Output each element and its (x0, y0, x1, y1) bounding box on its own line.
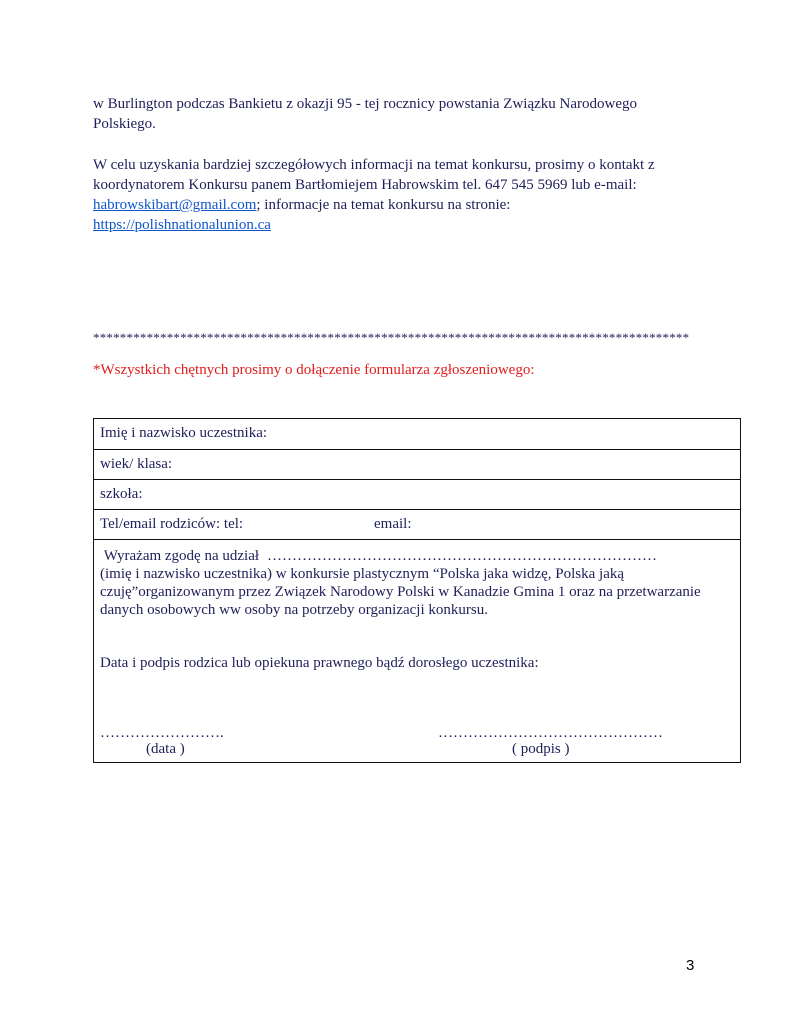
name-label: Imię i nazwisko uczestnika: (100, 425, 268, 441)
form-row-contact (94, 510, 740, 540)
intro-paragraph: w Burlington podczas Bankietu z okazji 95 - tej rocznicy powstania Związku Narodowego Polskiego. (93, 96, 638, 132)
email-label: email: (374, 516, 412, 532)
contact-text-after: ; informacje na temat konkursu na stronie: (256, 197, 511, 213)
parent-signature-label: Data i podpis rodzica lub opiekuna prawnego bądź dorosłego uczestnika: (100, 655, 539, 671)
consent-rest: (imię i nazwisko uczestnika) w konkursie plastycznym “Polska jaka widzę, Polska jaką czuję”organizowanym przez Związek Narodowy Polski w Kanadzie Gmina 1 oraz na przetwarzanie danych osobowych ww osoby na potrzeby organizacji konkursu. (100, 566, 701, 618)
separator-line: ***************************************************************************************** (93, 330, 690, 345)
form-row-age (94, 450, 740, 480)
form-notice: *Wszystkich chętnych prosimy o dołączenie formularza zgłoszeniowego: (93, 362, 535, 378)
school-label: szkoła: (100, 486, 143, 502)
registration-form (93, 418, 741, 763)
website-link[interactable]: https://polishnationalunion.ca (93, 217, 271, 233)
date-dots: ……………………. (100, 725, 224, 741)
signature-dots: ……………………………………… (438, 725, 663, 741)
consent-text (100, 547, 732, 619)
age-label: wiek/ klasa: (100, 456, 173, 472)
signature-label: ( podpis ) (512, 741, 570, 757)
consent-dots: …………………………………………………………………… (267, 548, 658, 564)
consent-start: Wyrażam zgodę na udział (103, 548, 260, 564)
contact-text: W celu uzyskania bardziej szczegółowych informacji na temat konkursu, prosimy o kontakt z koordynatorem Konkursu panem Bartłomiejem Habrowskim tel. 647 545 5969 lub e-mail: (93, 157, 655, 193)
contact-paragraph (93, 155, 713, 235)
form-row-name (94, 419, 740, 450)
phone-label: Tel/email rodziców: tel: (100, 516, 244, 532)
page-number: 3 (686, 957, 695, 974)
form-row-school (94, 480, 740, 510)
email-link[interactable]: habrowskibart@gmail.com (93, 197, 257, 213)
date-label: (data ) (146, 741, 185, 757)
